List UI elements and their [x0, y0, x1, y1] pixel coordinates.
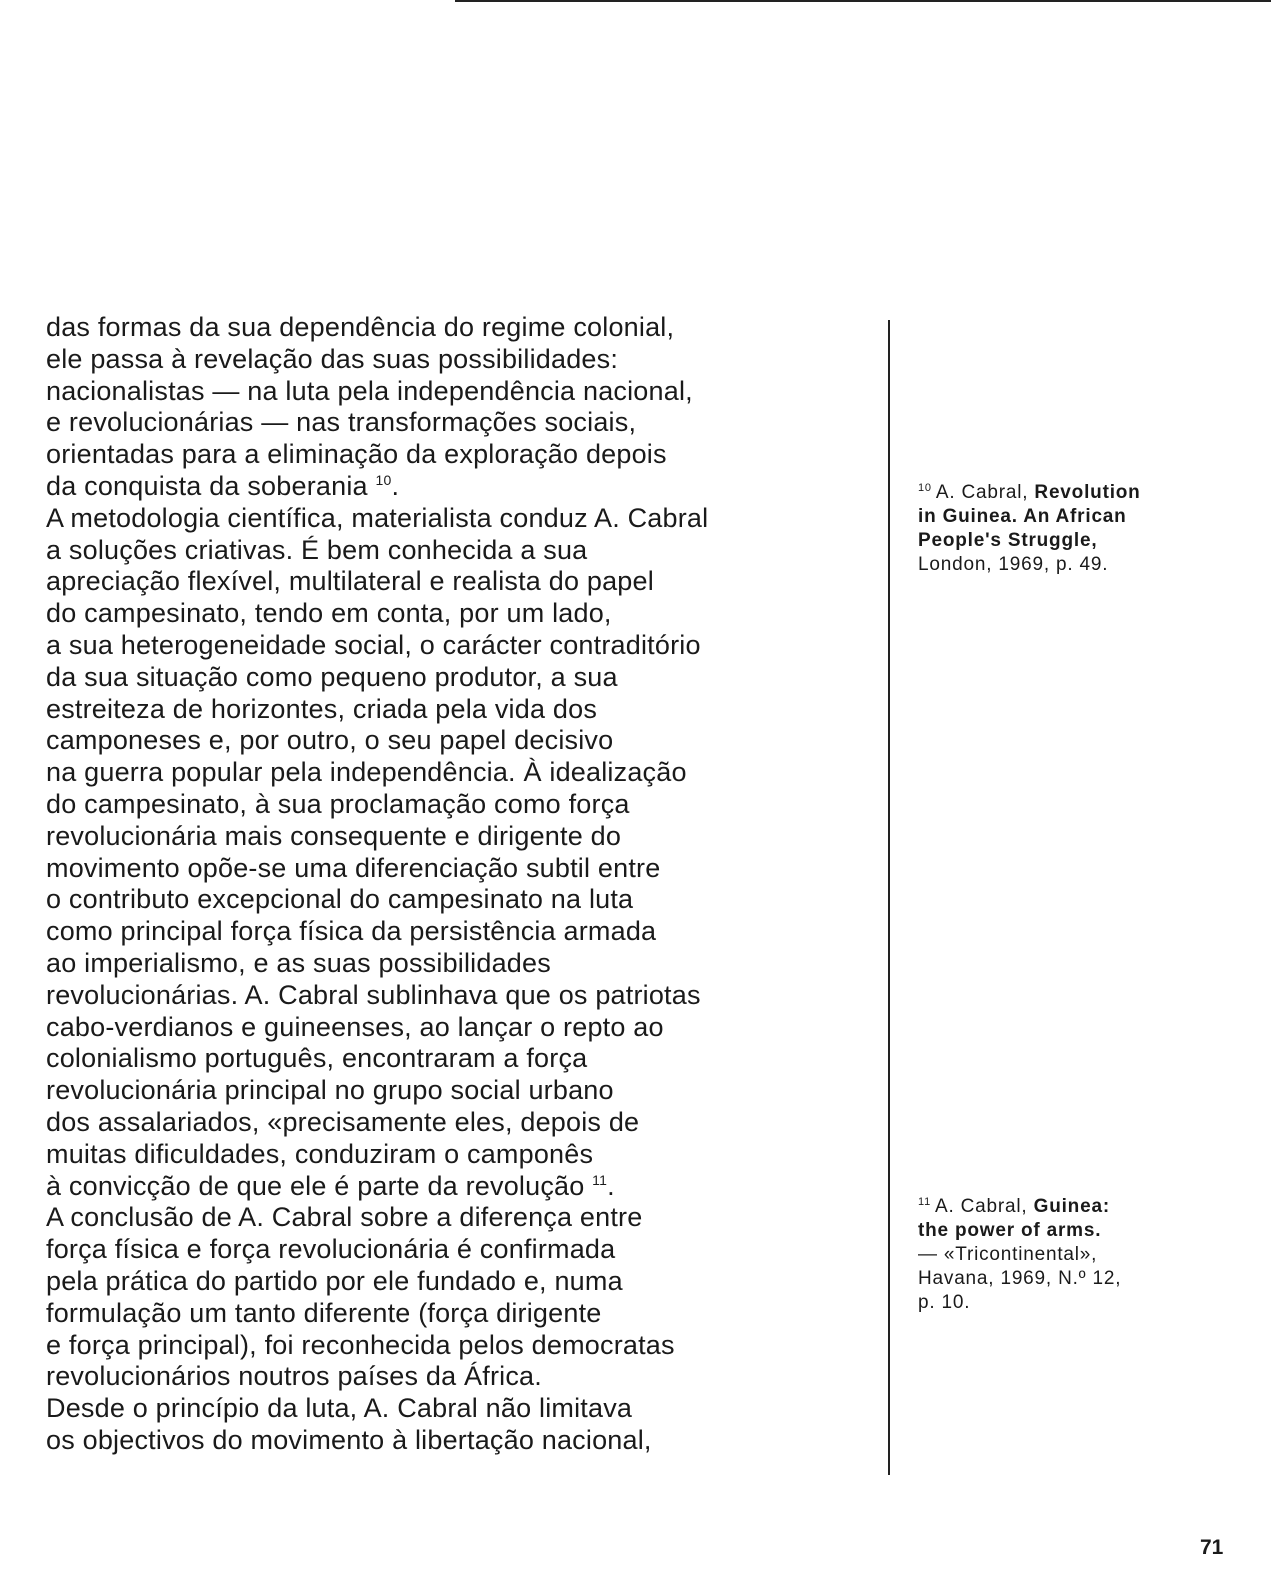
footnote-10 — [918, 481, 1238, 577]
text-line: movimento opõe-se uma diferenciação subtil entre — [46, 852, 661, 883]
text-line: cabo-verdianos e guineenses, ao lançar o repto ao — [46, 1011, 664, 1042]
text-line: apreciação flexível, multilateral e realista do papel — [46, 566, 654, 597]
text-line: pela prática do partido por ele fundado e, numa — [46, 1265, 623, 1296]
top-rule — [455, 0, 1271, 2]
main-text-column — [46, 312, 886, 1457]
text-line: A metodologia científica, materialista conduz A. Cabral — [46, 502, 709, 533]
text-line: dos assalariados, «precisamente eles, depois de — [46, 1106, 640, 1137]
text-line: da sua situação como pequeno produtor, a sua — [46, 661, 618, 692]
text-line: revolucionária principal no grupo social urbano — [46, 1075, 614, 1106]
footnote-11 — [918, 1195, 1238, 1315]
text-line: o contributo excepcional do campesinato na luta — [46, 884, 634, 915]
text-line: do campesinato, à sua proclamação como força — [46, 788, 630, 819]
text-line-with-ref — [46, 1171, 886, 1203]
text-line: nacionalistas — na luta pela independência nacional, — [46, 375, 693, 406]
text-line: revolucionária mais consequente e dirigente do — [46, 820, 622, 851]
text-line: a soluções criativas. É bem conhecida a sua — [46, 534, 588, 565]
footnote-line — [918, 1195, 1238, 1219]
text-line: os objectivos do movimento à libertação nacional, — [46, 1424, 652, 1455]
text-line: das formas da sua dependência do regime colonial, — [46, 312, 675, 342]
text-line: do campesinato, tendo em conta, por um lado, — [46, 598, 612, 629]
footnote-title: Guinea: — [1033, 1196, 1110, 1217]
text-line: à convicção de que ele é parte da revolução — [46, 1170, 585, 1201]
text-line: a sua heterogeneidade social, o carácter contraditório — [46, 629, 701, 660]
footnote-author: A. Cabral, — [935, 1196, 1028, 1217]
text-line: revolucionárias. A. Cabral sublinhava que os patriotas — [46, 979, 701, 1010]
footnote-ref-11[interactable]: 11 — [592, 1171, 608, 1188]
text-line: como principal força física da persistência armada — [46, 916, 657, 947]
text-line: ao imperialismo, e as suas possibilidades — [46, 947, 551, 978]
text-line: e revolucionárias — nas transformações sociais, — [46, 407, 637, 438]
footnote-title: Revolution — [1034, 482, 1141, 503]
footnote-author: A. Cabral, — [935, 482, 1029, 503]
text-line: da conquista da soberania — [46, 470, 368, 501]
text-line: orientadas para a eliminação da exploração depois — [46, 439, 667, 470]
text-line: formulação um tanto diferente (força dirigente — [46, 1297, 602, 1328]
text-line: revolucionários noutros países da África. — [46, 1361, 542, 1392]
text-line: Desde o princípio da luta, A. Cabral não limitava — [46, 1393, 633, 1424]
text-line: colonialismo português, encontraram a força — [46, 1043, 588, 1074]
text-line: estreiteza de horizontes, criada pela vida dos — [46, 693, 598, 724]
text-line: ele passa à revelação das suas possibilidades: — [46, 343, 619, 374]
text-line: na guerra popular pela independência. À idealização — [46, 757, 687, 788]
text-line: e força principal), foi reconhecida pelos democratas — [46, 1329, 675, 1360]
page-number: 71 — [1200, 1536, 1224, 1559]
text-line: força física e força revolucionária é confirmada — [46, 1234, 616, 1265]
footnote-number: 10 — [918, 481, 932, 494]
punctuation: . — [607, 1170, 615, 1201]
column-divider — [888, 320, 890, 1475]
footnote-journal: — «Tricontinental», — [918, 1244, 1098, 1265]
text-line-with-ref — [46, 471, 886, 503]
text-line: camponeses e, por outro, o seu papel decisivo — [46, 725, 614, 756]
text-line: A conclusão de A. Cabral sobre a diferença entre — [46, 1202, 643, 1233]
footnote-title: People's Struggle, — [918, 530, 1098, 551]
footnote-title: in Guinea. An African — [918, 506, 1127, 527]
footnote-line — [918, 481, 1238, 505]
footnote-number: 11 — [918, 1195, 932, 1208]
footnote-publication: Havana, 1969, N.º 12, — [918, 1268, 1122, 1289]
footnote-publication: London, 1969, p. 49. — [918, 554, 1109, 575]
punctuation: . — [391, 470, 400, 501]
footnote-title: the power of arms. — [918, 1220, 1102, 1241]
footnote-ref-10[interactable]: 10 — [375, 471, 392, 488]
footnote-page: p. 10. — [918, 1292, 971, 1313]
text-line: muitas dificuldades, conduziram o camponês — [46, 1138, 594, 1169]
